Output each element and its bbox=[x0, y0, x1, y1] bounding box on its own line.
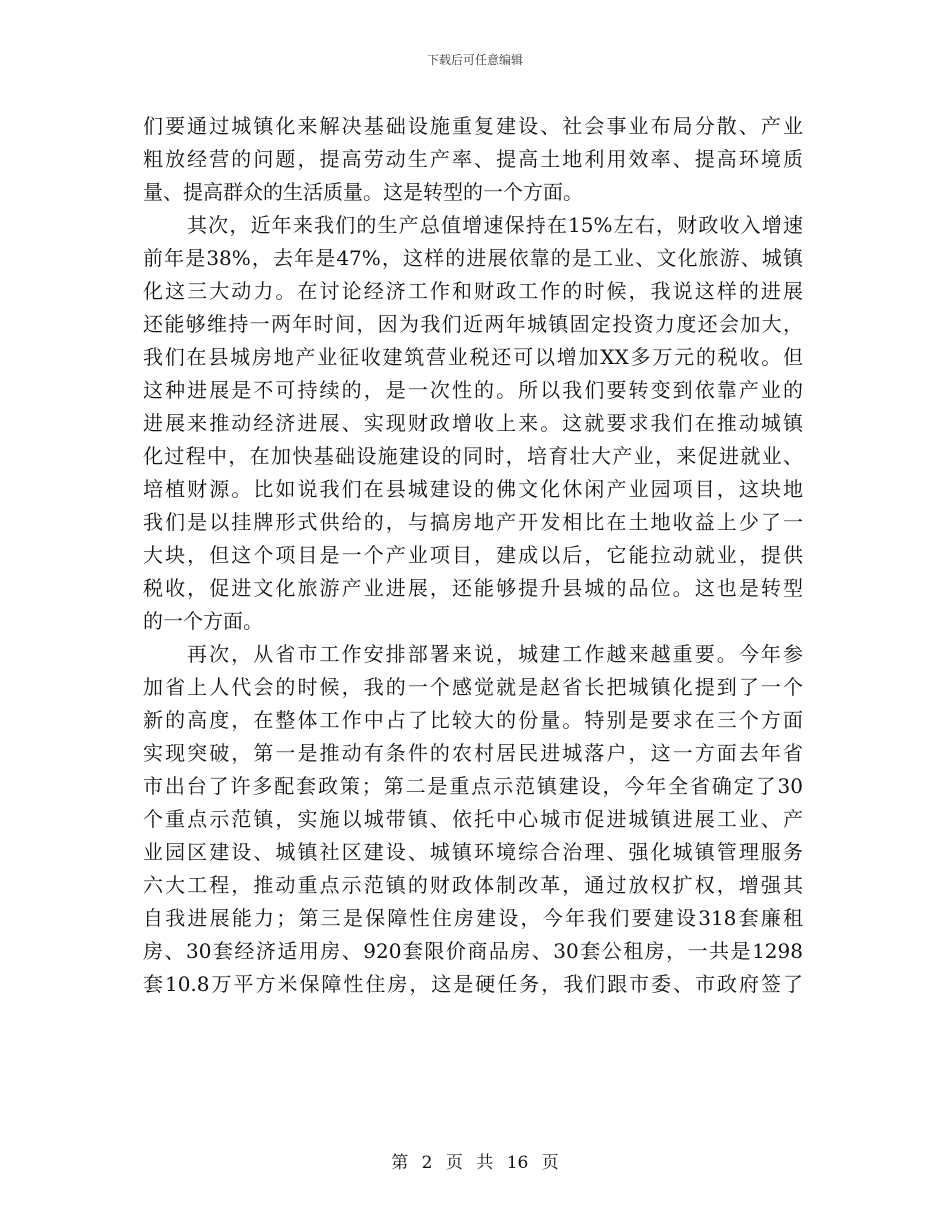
text-line: 再次，从省市工作安排部署来说，城建工作越来越重要。今年参 bbox=[187, 642, 803, 666]
text-line: 的一个方面。 bbox=[143, 609, 263, 633]
text-line: 培植财源。比如说我们在县城建设的佛文化休闲产业园项目，这块地 bbox=[143, 477, 803, 501]
text-line: 我们在县城房地产业征收建筑营业税还可以增加XX多万元的税收。但 bbox=[143, 345, 803, 369]
text-line: 还能够维持一两年时间，因为我们近两年城镇固定投资力度还会加大， bbox=[143, 312, 803, 336]
text-line: 市出台了许多配套政策；第二是重点示范镇建设，今年全省确定了30 bbox=[143, 774, 803, 798]
text-line: 税收，促进文化旅游产业进展，还能够提升县城的品位。这也是转型 bbox=[143, 576, 803, 600]
text-line: 量、提高群众的生活质量。这是转型的一个方面。 bbox=[143, 180, 583, 204]
page-number: 第 2 页 共 16 页 bbox=[391, 1153, 559, 1173]
text-line: 加省上人代会的时候，我的一个感觉就是赵省长把城镇化提到了一个 bbox=[143, 675, 803, 699]
text-line: 新的高度，在整体工作中占了比较大的份量。特别是要求在三个方面 bbox=[143, 708, 803, 732]
text-line: 业园区建设、城镇社区建设、城镇环境综合治理、强化城镇管理服务 bbox=[143, 840, 803, 864]
text-line: 房、30套经济适用房、920套限价商品房、30套公租房，一共是1298 bbox=[143, 939, 803, 963]
text-line: 前年是38%，去年是47%，这样的进展依靠的是工业、文化旅游、城镇 bbox=[143, 246, 803, 270]
text-line: 化这三大动力。在讨论经济工作和财政工作的时候，我说这样的进展 bbox=[143, 279, 803, 303]
text-line: 套10.8万平方米保障性住房，这是硬任务，我们跟市委、市政府签了 bbox=[143, 972, 803, 996]
page-header: 下载后可任意编辑 bbox=[426, 53, 523, 67]
document-body bbox=[143, 110, 803, 1001]
text-line: 个重点示范镇，实施以城带镇、依托中心城市促进城镇进展工业、产 bbox=[143, 807, 803, 831]
text-line: 化过程中，在加快基础设施建设的同时，培育壮大产业，来促进就业、 bbox=[143, 444, 803, 468]
text-line: 进展来推动经济进展、实现财政增收上来。这就要求我们在推动城镇 bbox=[143, 411, 803, 435]
text-line: 其次，近年来我们的生产总值增速保持在15%左右，财政收入增速 bbox=[187, 213, 803, 237]
text-line: 们要通过城镇化来解决基础设施重复建设、社会事业布局分散、产业 bbox=[143, 114, 803, 138]
text-line: 实现突破，第一是推动有条件的农村居民进城落户，这一方面去年省 bbox=[143, 741, 803, 765]
text-line: 我们是以挂牌形式供给的，与搞房地产开发相比在土地收益上少了一 bbox=[143, 510, 803, 534]
text-line: 六大工程，推动重点示范镇的财政体制改革，通过放权扩权，增强其 bbox=[143, 873, 803, 897]
text-line: 大块，但这个项目是一个产业项目，建成以后，它能拉动就业，提供 bbox=[143, 543, 803, 567]
text-line: 自我进展能力；第三是保障性住房建设，今年我们要建设318套廉租 bbox=[143, 906, 803, 930]
text-line: 这种进展是不可持续的，是一次性的。所以我们要转变到依靠产业的 bbox=[143, 378, 803, 402]
text-line: 粗放经营的问题，提高劳动生产率、提高土地利用效率、提高环境质 bbox=[143, 147, 803, 171]
